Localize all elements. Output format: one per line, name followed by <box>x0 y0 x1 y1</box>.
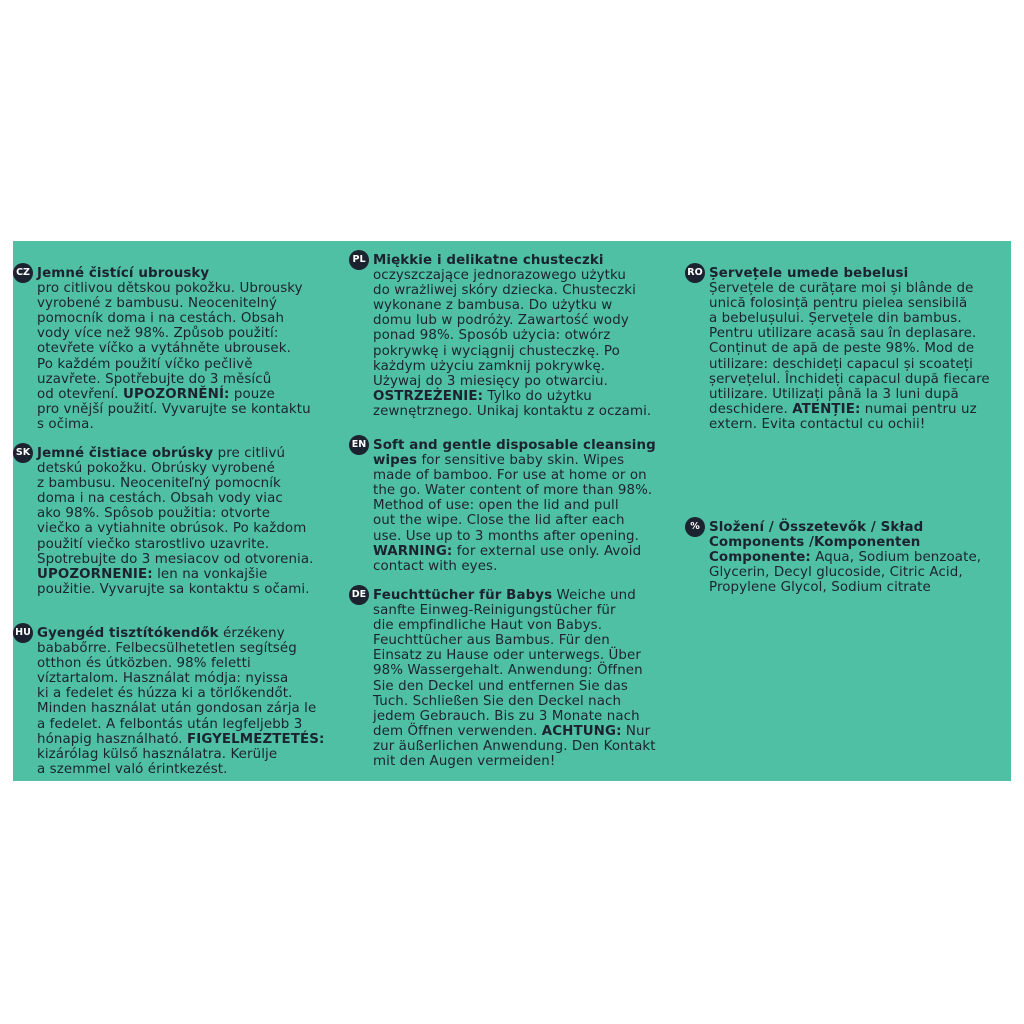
block-en <box>351 438 656 574</box>
block-text: Složení / Összetevők / Skład Components /Komponenten Componente: Aqua, Sodium benzoate, Glycerin, Decyl glucoside, Citric Acid, Propylene Glycol, Sodium citrate <box>709 520 982 596</box>
block-de <box>351 588 656 770</box>
block-ro <box>687 266 990 432</box>
block-text: Șervețele umede bebelusi Șervețele de curățare moi și blânde de unică folosință pentru pielea sensibilă a bebelușului. Șervețele din bambus. Pentru utilizare acasă sau în deplasare. Conținut de apă de peste 98%. Mod de utilizare: deschideți capacul și scoateți șervețelul. Închideți capacul după fiecare utilizare. Utilizați până la 3 luni după deschidere. ATENȚIE: numai pentru uz extern. Evita contactul cu ochii! <box>709 266 990 432</box>
block-text: Gyengéd tisztítókendők érzékeny bababőrre. Felbecsülhetetlen segítség otthon és útközben. 98% feletti víztartalom. Használat módja: nyissa ki a fedelet és húzza ki a törlőkendőt. Minden használat után gondosan zárja le a fedelet. A felbontás után legfeljebb 3 hónapig használható. FIGYELMEZTETÉS: kizárólag külső használatra. Kerülje a szemmel való érintkezést. <box>37 626 325 777</box>
block-text: Jemné čistiace obrúsky pre citlivú detskú pokožku. Obrúsky vyrobené z bambusu. Neoceniteľný pomocník doma i na cestách. Obsah vody viac ako 98%. Spôsob použitia: otvorte viečko a vytiahnite obrúsok. Po každom použití viečko starostlivo uzavrite. Spotrebujte do 3 mesiacov od otvorenia. UPOZORNENIE: len na vonkajšie použitie. Vyvarujte sa kontaktu s očami. <box>37 446 314 597</box>
block-cz <box>16 266 311 432</box>
block-ingredients <box>690 520 982 596</box>
block-sk <box>15 446 314 597</box>
language-badge-sk: SK <box>13 443 33 463</box>
block-text: Feuchttücher für Babys Weiche und sanfte Einweg-Reinigungstücher für die empfindliche Haut von Babys. Feuchttücher aus Bambus. Für den Einsatz zu Hause oder unterwegs. Über 98% Wassergehalt. Anwendung: Öffnen Sie den Deckel und entfernen Sie das Tuch. Schließen Sie den Deckel nach jedem Gebrauch. Bis zu 3 Monate nach dem Öffnen verwenden. ACHTUNG: Nur zur äußerlichen Anwendung. Den Kontakt mit den Augen vermeiden! <box>373 588 656 770</box>
block-pl <box>352 253 652 419</box>
language-badge-hu: HU <box>13 623 33 643</box>
percent-icon: % <box>685 517 705 537</box>
language-badge-de: DE <box>349 585 369 605</box>
language-badge-ro: RO <box>685 263 705 283</box>
label-panel <box>13 241 1011 781</box>
block-text: Jemné čistící ubrousky pro citlivou dětskou pokožku. Ubrousky vyrobené z bambusu. Neocenitelný pomocník doma i na cestách. Obsah vody více než 98%. Způsob použití: otevřete víčko a vytáhněte ubrousek. Po každém použití víčko pečlivě uzavřete. Spotřebujte do 3 měsíců od otevření. UPOZORNĚNÍ: pouze pro vnější použití. Vyvarujte se kontaktu s očima. <box>37 266 311 432</box>
block-text: Soft and gentle disposable cleansing wipes for sensitive baby skin. Wipes made of bamboo. For use at home or on the go. Water content of more than 98%. Method of use: open the lid and pull out the wipe. Close the lid after each use. Use up to 3 months after opening. WARNING: for external use only. Avoid contact with eyes. <box>373 438 656 574</box>
block-text: Miękkie i delikatne chusteczki oczyszczające jednorazowego użytku do wrażliwej skóry dziecka. Chusteczki wykonane z bambusa. Do użytku w domu lub w podróży. Zawartość wody ponad 98%. Sposób użycia: otwórz pokrywkę i wyciągnij chusteczkę. Po każdym użyciu zamknij pokrywkę. Używaj do 3 miesięcy po otwarciu. OSTRZEŻENIE: Tylko do użytku zewnętrznego. Unikaj kontaktu z oczami. <box>373 253 652 419</box>
block-hu <box>15 626 325 777</box>
language-badge-en: EN <box>349 435 369 455</box>
language-badge-cz: CZ <box>13 263 33 283</box>
language-badge-pl: PL <box>349 250 369 270</box>
